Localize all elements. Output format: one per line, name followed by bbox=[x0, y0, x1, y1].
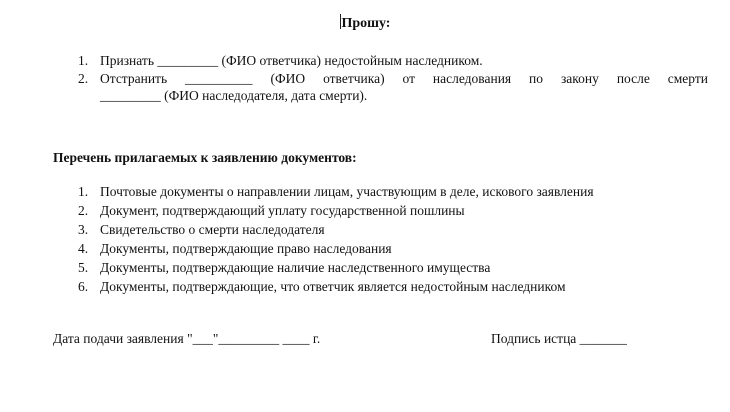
request-item-text: Отстранить __________ (ФИО ответчика) от наследования по закону после смерти bbox=[100, 70, 708, 86]
documents-title: Перечень прилагаемых к заявлению документов: bbox=[53, 150, 357, 165]
request-item bbox=[78, 70, 708, 88]
request-item-number: 1. bbox=[78, 53, 89, 68]
document-item-number: 4. bbox=[78, 241, 89, 256]
request-item bbox=[78, 52, 708, 70]
document-item-text: Документы, подтверждающие, что ответчик является недостойным наследником bbox=[100, 279, 566, 294]
plaintiff-signature-line: Подпись истца _______ bbox=[491, 331, 627, 346]
document-item bbox=[78, 220, 708, 239]
request-heading bbox=[0, 14, 730, 32]
request-heading-text: Прошу: bbox=[341, 16, 391, 31]
documents-list bbox=[78, 182, 708, 296]
document-item-number: 5. bbox=[78, 260, 89, 275]
document-item bbox=[78, 201, 708, 220]
request-list bbox=[78, 52, 708, 105]
request-item-text: _________ (ФИО наследодателя, дата смерти). bbox=[100, 88, 368, 103]
request-item-number: 2. bbox=[78, 70, 89, 86]
document-item bbox=[78, 258, 708, 277]
document-item-text: Почтовые документы о направлении лицам, участвующим в деле, искового заявления bbox=[100, 184, 594, 199]
document-item-number: 1. bbox=[78, 184, 89, 199]
document-item bbox=[78, 277, 708, 296]
document-item bbox=[78, 239, 708, 258]
request-item-continuation bbox=[78, 87, 708, 105]
document-item-text: Документы, подтверждающие право наследования bbox=[100, 241, 392, 256]
document-item-text: Документ, подтверждающий уплату государственной пошлины bbox=[100, 203, 465, 218]
document-item-text: Свидетельство о смерти наследодателя bbox=[100, 222, 325, 237]
document-item-number: 2. bbox=[78, 203, 89, 218]
document-item bbox=[78, 182, 708, 201]
document-item-number: 6. bbox=[78, 279, 89, 294]
filing-date-line: Дата подачи заявления "___"_________ ____ г. bbox=[53, 331, 321, 346]
document-item-number: 3. bbox=[78, 222, 89, 237]
text-cursor bbox=[340, 14, 341, 29]
request-item-text: Признать _________ (ФИО ответчика) недостойным наследником. bbox=[100, 53, 483, 68]
document-item-text: Документы, подтверждающие наличие наследственного имущества bbox=[100, 260, 491, 275]
